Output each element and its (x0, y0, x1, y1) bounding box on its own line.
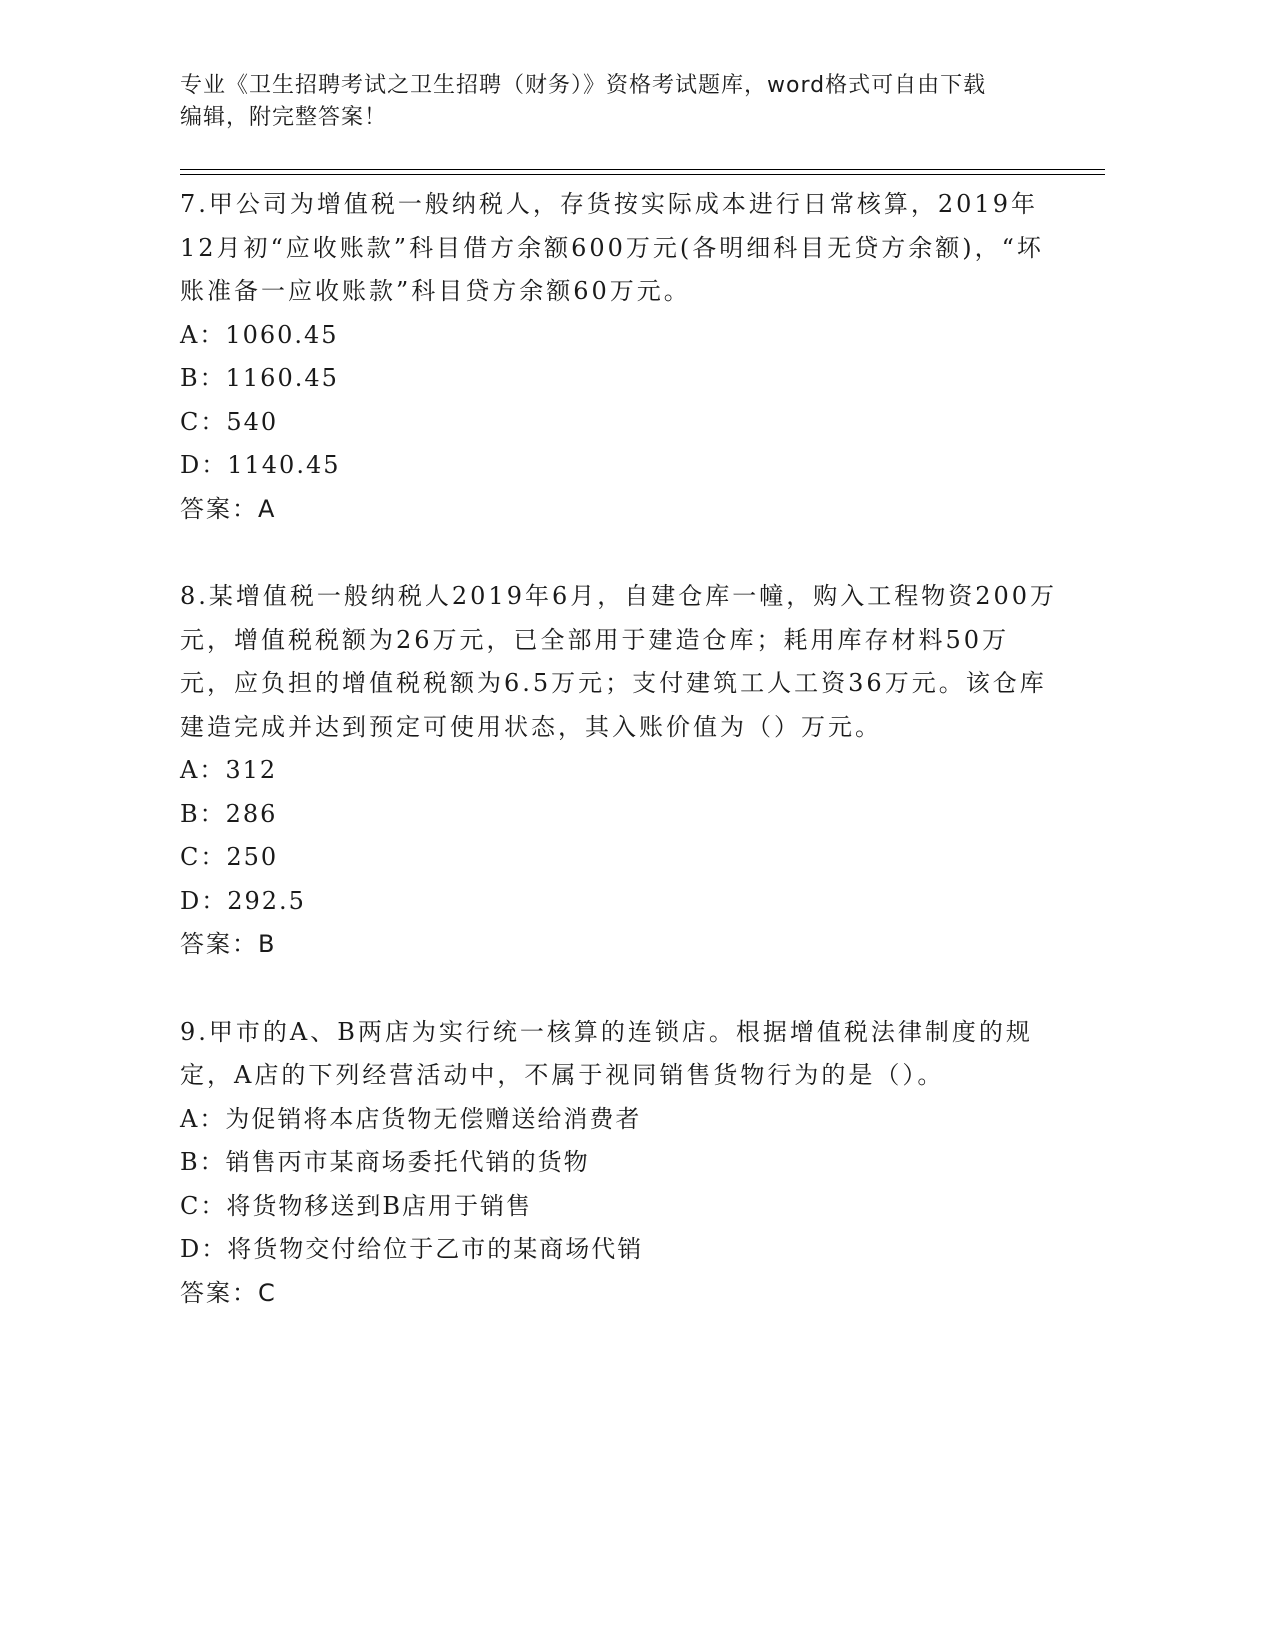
option-d: D：292.5 (180, 886, 306, 915)
header-divider-bottom (180, 174, 1105, 175)
option-b: B：286 (180, 799, 278, 828)
option-d: D：1140.45 (180, 451, 341, 479)
question-7 (180, 183, 1060, 531)
option-c: C：将货物移送到B店用于销售 (180, 1191, 532, 1220)
question-list (180, 183, 1060, 1315)
question-9 (180, 1011, 1060, 1316)
option-d: D：将货物交付给位于乙市的某商场代销 (180, 1235, 644, 1263)
document-header (180, 70, 1080, 134)
option-a: A：1060.45 (180, 320, 339, 349)
header-line-2: 编辑，附完整答案！ (180, 105, 388, 130)
question-text: 9.甲市的A、B两店为实行统一核算的连锁店。根据增值税法律制度的规定，A店的下列经营活动中，不属于视同销售货物行为的是（）。 (180, 1017, 1033, 1089)
question-text: 8.某增值税一般纳税人2019年6月，自建仓库一幢，购入工程物资200万元，增值税税额为26万元，已全部用于建造仓库；耗用库存材料50万元，应负担的增值税税额为6.5万元；支付建筑工人工资36万元。该仓库建造完成并达到预定可使用状态，其入账价值为（）万元。 (180, 582, 1058, 741)
option-a: A：312 (180, 756, 278, 784)
option-b: B：1160.45 (180, 364, 339, 392)
question-text: 7.甲公司为增值税一般纳税人，存货按实际成本进行日常核算，2019年12月初“应收账款”科目借方余额600万元(各明细科目无贷方余额)，“坏账准备一应收账款”科目贷方余额60万元。 (180, 190, 1044, 305)
option-b: B：销售丙市某商场委托代销的货物 (180, 1148, 590, 1176)
answer: 答案：B (180, 930, 277, 958)
question-spacer (180, 967, 1060, 1011)
option-a: A：为促销将本店货物无偿赠送给消费者 (180, 1104, 642, 1133)
answer: 答案：C (180, 1278, 277, 1307)
question-spacer (180, 531, 1060, 575)
answer: 答案：A (180, 494, 277, 523)
header-divider-top (180, 169, 1105, 170)
option-c: C：250 (180, 843, 279, 871)
option-c: C：540 (180, 407, 279, 436)
header-line-1: 专业《卫生招聘考试之卫生招聘（财务）》资格考试题库，word格式可自由下载 (180, 73, 987, 98)
question-8 (180, 575, 1060, 967)
